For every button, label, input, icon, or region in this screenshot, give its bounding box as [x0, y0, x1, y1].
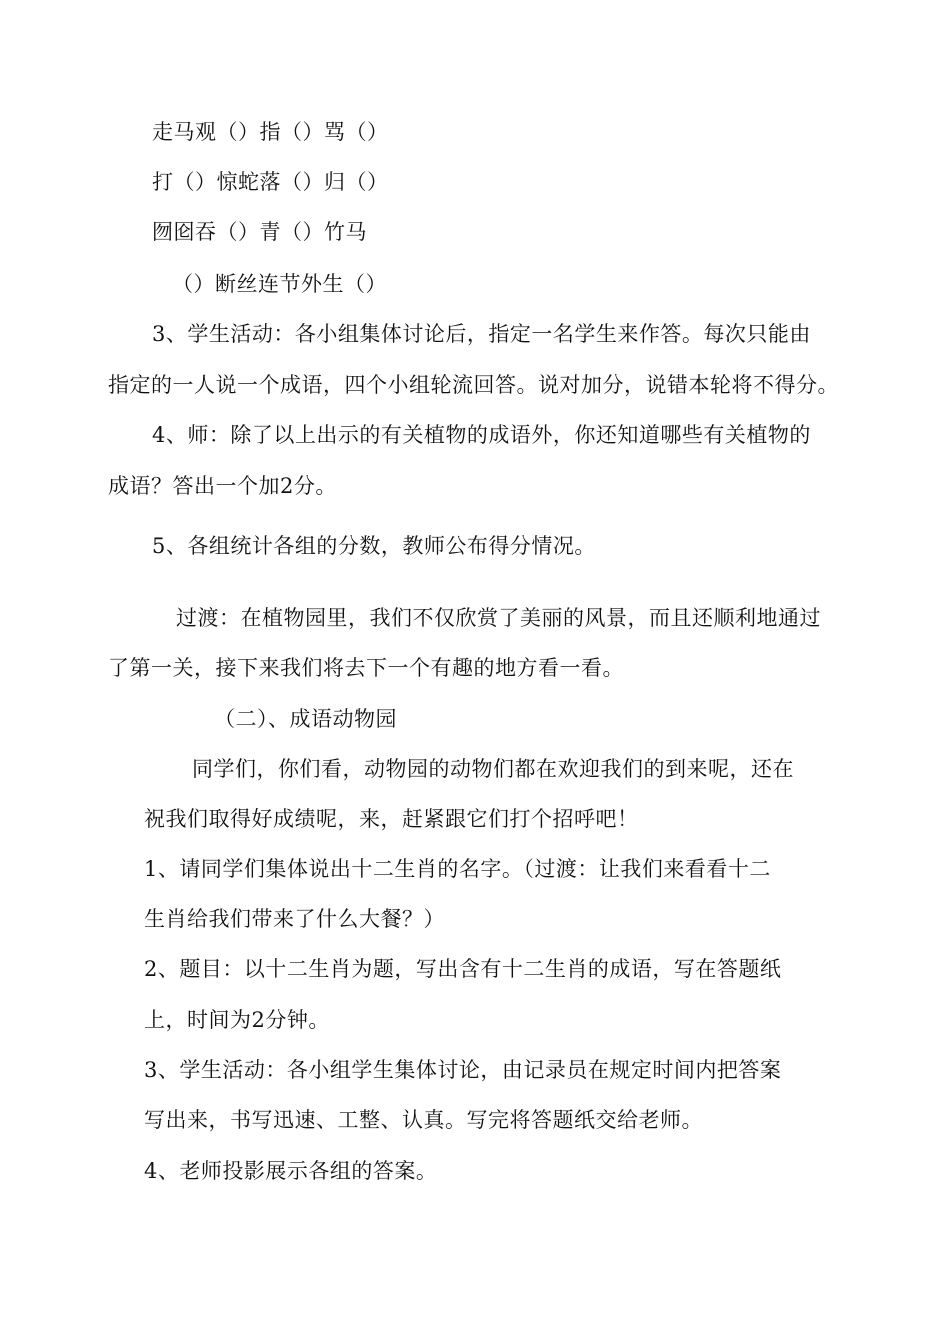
- idiom-blank-line-2: 打（）惊蛇落（）归（）: [152, 170, 389, 194]
- transition-line-2: 了第一关，接下来我们将去下一个有趣的地方看一看。: [108, 656, 624, 680]
- zoo-intro-line-2: 祝我们取得好成绩呢，来，赶紧跟它们打个招呼吧！: [144, 807, 639, 831]
- step4-paragraph-line-2: 成语？答出一个加2分。: [108, 474, 337, 498]
- zoo-item1-line-1: 1、请同学们集体说出十二生肖的名字。（过渡：让我们来看看十二: [144, 857, 771, 881]
- step5-paragraph: 5、各组统计各组的分数，教师公布得分情况。: [152, 534, 596, 558]
- idiom-blank-line-4: （）断丝连节外生（）: [172, 272, 387, 296]
- section-heading-zoo: （二）、成语动物园: [214, 707, 397, 731]
- idiom-blank-line-3: 囫囵吞（）青（）竹马: [152, 220, 367, 244]
- zoo-item3-line-1: 3、学生活动：各小组学生集体讨论，由记录员在规定时间内把答案: [144, 1058, 782, 1082]
- zoo-item3-line-2: 写出来，书写迅速、工整、认真。写完将答题纸交给老师。: [144, 1108, 703, 1132]
- step4-paragraph-line-1: 4、师：除了以上出示的有关植物的成语外，你还知道哪些有关植物的: [152, 423, 811, 447]
- zoo-item4: 4、老师投影展示各组的答案。: [144, 1159, 438, 1183]
- idiom-blank-line-1: 走马观（）指（）骂（）: [152, 120, 389, 144]
- zoo-item1-line-2: 生肖给我们带来了什么大餐？）: [144, 907, 445, 931]
- step3-paragraph-line-1: 3、学生活动：各小组集体讨论后，指定一名学生来作答。每次只能由: [152, 322, 811, 346]
- transition-line-1: 过渡：在植物园里，我们不仅欣赏了美丽的风景，而且还顺利地通过: [176, 606, 821, 630]
- zoo-item2-line-1: 2、题目：以十二生肖为题，写出含有十二生肖的成语，写在答题纸: [144, 957, 782, 981]
- zoo-intro-line-1: 同学们，你们看，动物园的动物们都在欢迎我们的到来呢，还在: [192, 757, 794, 781]
- step3-paragraph-line-2: 指定的一人说一个成语，四个小组轮流回答。说对加分，说错本轮将不得分。: [108, 373, 839, 397]
- zoo-item2-line-2: 上，时间为2分钟。: [144, 1008, 330, 1032]
